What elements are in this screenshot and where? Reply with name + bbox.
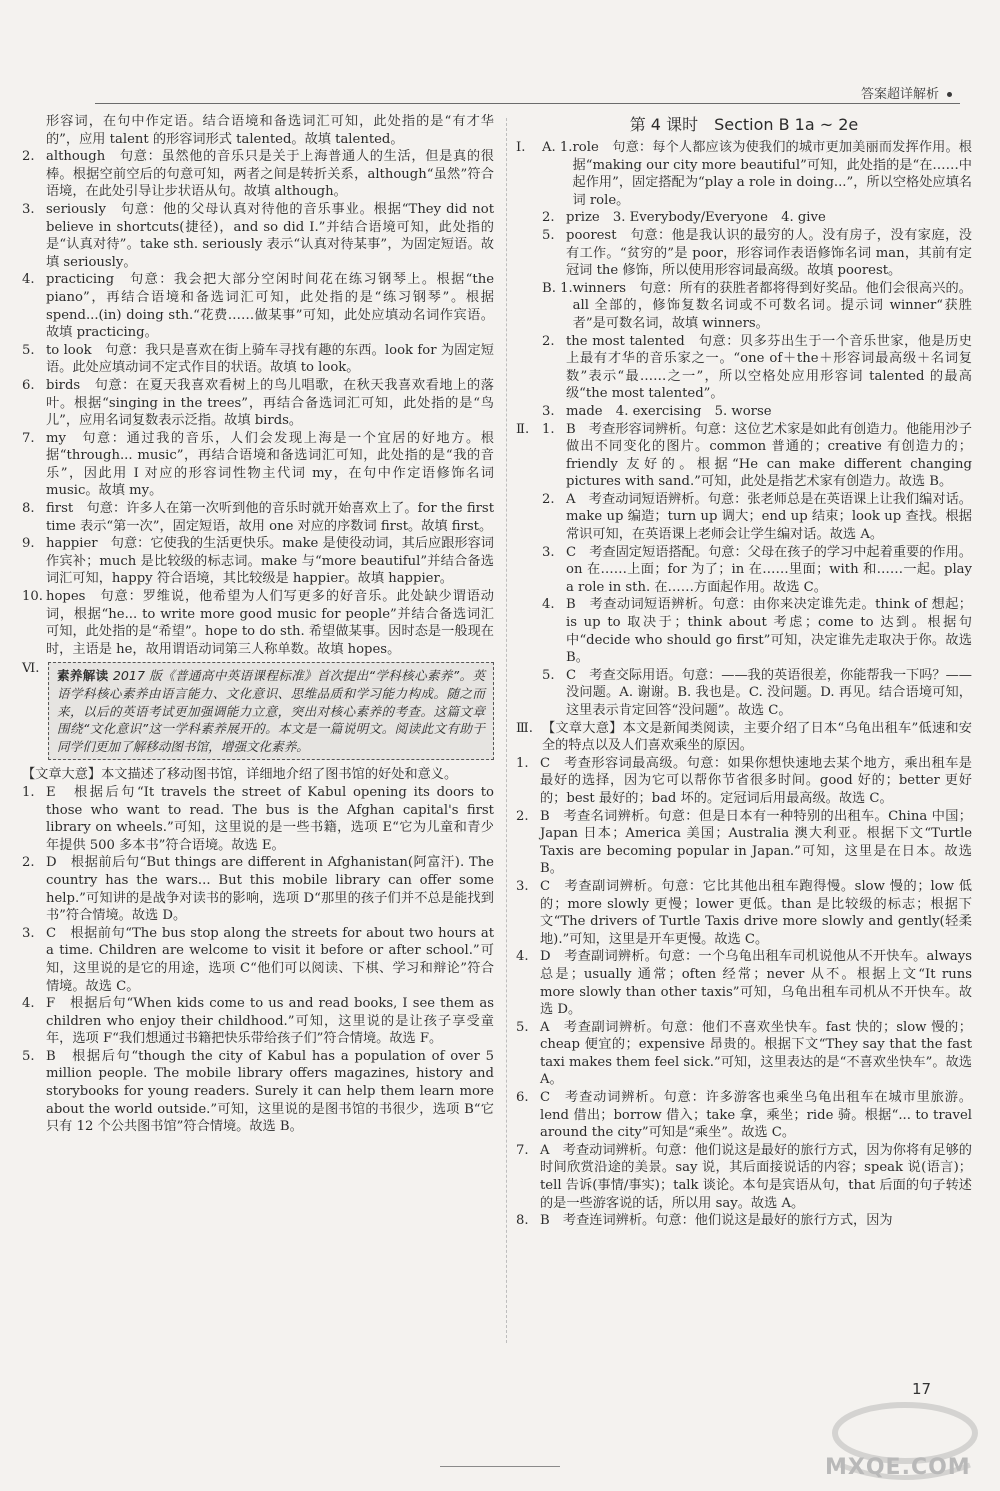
answer-text: A 考查动词短语辨析。句意：张老师总是在英语课上让我们编对话。make up 编造；turn up 调大；end up 结束；look up 查找。根据常识可知，在英语课上老师会让学生编对话。故选 A。 bbox=[566, 491, 972, 543]
header-title: 答案超详解析 bbox=[861, 83, 952, 102]
answer-item bbox=[22, 430, 494, 500]
answer-number: A. 1. bbox=[542, 140, 573, 155]
section-number: Ⅱ. bbox=[516, 421, 530, 437]
answer-text: although 句意：虽然他的音乐只是关于上海普通人的生活，但是真的很棒。根据空前空后的句意可知，两者之间是转折关系，although“虽然”符合语境，在此处引导让步状语从句。故填 although。 bbox=[46, 149, 494, 200]
article-summary-right: 【文章大意】本文是新闻类阅读，主要介绍了日本“乌龟出租车”低速和安全的特点以及人们喜欢乘坐的原因。 bbox=[542, 720, 972, 754]
answer-number: 3. bbox=[542, 544, 555, 560]
answer-text: my 句意：通过我的音乐，人们会发现上海是一个宜居的好地方。根据“through... music”，再结合语境和备选词汇可知，此处指的是“我的音乐”，因此用 I 对应的形容词性物主代词 my，在句中作定语修饰名词 music。故填 my。 bbox=[46, 430, 494, 499]
answer-number: 1. bbox=[22, 784, 35, 800]
answer-number: B. 1. bbox=[542, 280, 573, 296]
answer-list-part-iii bbox=[516, 755, 972, 1230]
answer-number: 3. bbox=[516, 878, 529, 894]
section-number bbox=[516, 209, 542, 227]
answer-text: B 考查连词辨析。句意：他们说这是最好的旅行方式，因为 bbox=[540, 1213, 893, 1229]
answer-number: 5. bbox=[22, 1048, 35, 1064]
answer-text: E 根据后句“It travels the street of Kabul opening its doors to those who want to read. The bus is the Afghan capital's first library on wheels.”可知，这里说的是一些书籍，选项 E“它为儿童和青少年提供 500 多本书”符合语境。故选 E。 bbox=[46, 784, 494, 853]
answer-text: D 考查副词辨析。句意：一个乌龟出租车司机说他从不开快车。always 总是；usually 通常；often 经常；never 从不。根据上文“It runs more slowly than other taxis”可知，乌龟出租车司机从不开快车。故选 D。 bbox=[540, 949, 972, 1018]
answer-item bbox=[516, 209, 972, 227]
lesson-title: 第 4 课时 Section B 1a ~ 2e bbox=[629, 115, 859, 134]
literacy-box bbox=[48, 662, 494, 760]
answer-list-part-vi bbox=[22, 784, 494, 1136]
page-number: 17 bbox=[912, 1380, 932, 1398]
watermark-text: MXQE.COM bbox=[825, 1455, 971, 1480]
answer-item bbox=[516, 403, 972, 421]
answer-item bbox=[516, 544, 972, 597]
answer-item bbox=[516, 596, 972, 666]
answer-text: C 根据前句“The bus stop along the streets for about two hours at a time. Children are welcome to visit it before or after school.”可知，这里说的是它的用途，选项 C“他们可以阅读、下棋、学习和辩论”符合情境。故选 C。 bbox=[46, 925, 494, 994]
answer-text: D 根据前后句“But things are different in Afghanistan(阿富汗). The country has the wars... But this mobile library can offer some help.”可知讲的是战争对读书的影响，选项 D“那里的孩子们并不总是能找到书”符合情境。故选 D。 bbox=[46, 855, 494, 924]
answer-number: 3. bbox=[542, 403, 555, 419]
answer-number: 6. bbox=[516, 1090, 529, 1106]
answer-number: 2. bbox=[22, 149, 35, 165]
answer-item bbox=[22, 995, 494, 1048]
answer-text: first 句意：许多人在第一次听到他的音乐时就开始喜欢上了。for the first time 表示“第一次”，固定短语，故用 one 对应的序数词 first。故填 first。 bbox=[46, 501, 494, 534]
answer-text: B 考查动词短语辨析。句意：由你来决定谁先走。think of 想起；is up to 取决于；think about 考虑；come to 达到。根据句中“decide who should go first”可知，决定谁先走取决于你。故选 B。 bbox=[566, 597, 972, 666]
continued-answer: 形容词，在句中作定语。结合语境和备选词汇可知，此处指的是“有才华的”，应用 talent 的形容词形式 talented。故填 talented。 bbox=[46, 114, 494, 147]
answer-list-part-ii bbox=[516, 421, 972, 720]
answer-number: 2. bbox=[542, 333, 555, 349]
answer-item bbox=[516, 1212, 972, 1230]
answer-item bbox=[22, 342, 494, 377]
answer-text: prize 3. Everybody/Everyone 4. give bbox=[566, 210, 826, 226]
right-column bbox=[516, 113, 972, 1230]
section-number: Ⅰ. bbox=[516, 140, 526, 155]
answer-item bbox=[516, 491, 972, 544]
answer-item bbox=[516, 878, 972, 948]
answer-text: to look 句意：我只是喜欢在街上骑车寻找有趣的东西。look for 为固定短语。此处应填动词不定式作目的状语。故填 to look。 bbox=[46, 342, 494, 376]
answer-number: 2. bbox=[22, 855, 35, 871]
answer-number: 5. bbox=[542, 667, 555, 683]
answer-item bbox=[22, 377, 494, 430]
section-number bbox=[516, 403, 542, 421]
answer-text: B 考查名词辨析。句意：但是日本有一种特别的出租车。China 中国；Japan 日本；America 美国；Australia 澳大利亚。根据下文“Turtle Taxis are becoming popular in Japan.”可知，这里是在日本。故选 B。 bbox=[540, 808, 972, 877]
answer-list-part-v bbox=[22, 148, 494, 658]
section-number bbox=[516, 596, 542, 666]
answer-text: B 根据后句“though the city of Kabul has a population of over 5 million people. The mobile library offers magazines, history and storybooks for young readers. Surely it can help them learn more about the world outside.”可知，这里说的是图书馆的书很少，选项 B“它只有 12 个公共图书馆”符合情境。故选 B。 bbox=[46, 1048, 494, 1135]
header-rule bbox=[95, 103, 960, 104]
answer-number: 5. bbox=[516, 1019, 529, 1035]
answer-text: hopes 句意：罗维说，他希望为人们写更多的好音乐。此处缺少谓语动词，根据“he... to write more good music for people”并结合备选词汇可知，此处指的是“希望”。hope to do sth. 希望做某事。因时态是一般现在时，主语是 he，故用谓语动词第三人称单数。故填 hopes。 bbox=[46, 589, 494, 657]
answer-number: 7. bbox=[22, 430, 35, 446]
answer-item bbox=[22, 535, 494, 588]
answer-number: 2. bbox=[542, 210, 555, 226]
bottom-rule bbox=[440, 1466, 560, 1467]
answer-number: 3. bbox=[22, 201, 35, 217]
answer-item bbox=[516, 1142, 972, 1212]
answer-item bbox=[516, 333, 972, 403]
answer-number: 10. bbox=[22, 589, 43, 605]
answer-text: F 根据后句“When kids come to us and read books, I see them as children who enjoy their childhood.”可知，这里说的是让孩子享受童年，选项 F“我们想通过书籍把快乐带给孩子们”符合情境。故选 F。 bbox=[46, 996, 494, 1047]
answer-item bbox=[22, 925, 494, 995]
answer-text: made 4. exercising 5. worse bbox=[566, 403, 772, 419]
section-number bbox=[516, 333, 542, 403]
answer-item bbox=[516, 1019, 972, 1089]
answer-number: 6. bbox=[22, 377, 35, 393]
answer-text: C 考查固定短语搭配。句意：父母在孩子的学习中起着重要的作用。on 在……上面；for 为了；in 在……里面；with 和……一起。play a role in sth. 在……方面起作用。故选 C。 bbox=[566, 544, 972, 595]
answer-item bbox=[516, 1089, 972, 1142]
answer-item bbox=[516, 755, 972, 808]
answer-text: winners 句意：所有的获胜者都将得到好奖品。他们会很高兴的。all 全部的，修饰复数名词或不可数名词。提示词 winner“获胜者”是可数名词，故填 winners。 bbox=[572, 280, 972, 331]
answer-item bbox=[516, 421, 972, 491]
answer-text: birds 句意：在夏天我喜欢看树上的鸟儿唱歌，在秋天我喜欢看地上的落叶。根据“singing in the trees”，再结合备选词汇可知，此处指的是“鸟儿”，应用名词复数表示泛指。故填 birds。 bbox=[46, 377, 494, 429]
header-bullet-icon bbox=[947, 92, 952, 97]
answer-item bbox=[516, 227, 972, 280]
left-column bbox=[22, 113, 494, 1136]
answer-number: 1. bbox=[516, 755, 529, 771]
section-vi-number: Ⅵ. bbox=[22, 661, 40, 677]
section-number bbox=[516, 491, 542, 544]
answer-number: 4. bbox=[542, 597, 555, 613]
answer-text: B 考查形容词辨析。句意：这位艺术家是如此有创造力。他能用沙子做出不同变化的图片。common 普通的；creative 有创造力的；friendly 友好的。根据“He can make different changing pictures with sand.”可知，此处是指艺术家有创造力。故选 B。 bbox=[566, 421, 972, 490]
section-number bbox=[516, 280, 542, 333]
column-divider bbox=[506, 118, 507, 1343]
answer-number: 5. bbox=[22, 342, 35, 358]
answer-number: 2. bbox=[516, 808, 529, 824]
answer-number: 5. bbox=[542, 227, 555, 243]
answer-number: 8. bbox=[516, 1213, 529, 1229]
answer-list-part-i bbox=[516, 139, 972, 421]
answer-item bbox=[516, 280, 972, 333]
answer-text: poorest 句意：他是我认识的最穷的人。没有房子，没有家庭，没有工作。“贫穷的”是 poor，形容词作表语修饰名词 man，其前有定冠词 the 修饰，所以使用形容词最高级。故填 poorest。 bbox=[566, 227, 972, 279]
answer-text: the most talented 句意：贝多芬出生于一个音乐世家，他是历史上最有才华的音乐家之一。“one of＋the＋形容词最高级＋名词复数”表示“最……之一”，所以空格处应用形容词 talented 的最高级“the most talented”。 bbox=[566, 333, 972, 402]
answer-number: 1. bbox=[542, 421, 555, 437]
section-number bbox=[516, 667, 542, 720]
section-iii-number: Ⅲ. bbox=[516, 720, 533, 736]
answer-item bbox=[22, 148, 494, 201]
answer-text: A 考查副词辨析。句意：他们不喜欢坐快车。fast 快的；slow 慢的；cheap 便宜的；expensive 昂贵的。根据下文“They say that the fast taxi makes them feel sick.”可知，这里表达的是“不喜欢坐快车”。故选 A。 bbox=[540, 1019, 972, 1088]
answer-number: 4. bbox=[516, 949, 529, 965]
answer-text: C 考查动词辨析。句意：许多游客也乘坐乌龟出租车在城市里旅游。lend 借出；borrow 借入；take 拿，乘坐；ride 骑。根据“... to travel around the city”可知是“乘坐”。故选 C。 bbox=[540, 1090, 972, 1141]
answer-text: C 考查交际用语。句意：——我的英语很差，你能帮我一下吗？——没问题。A. 谢谢。B. 我也是。C. 没问题。D. 再见。结合语境可知，这里表示肯定回答“没问题”。故选 C。 bbox=[566, 667, 972, 718]
answer-item bbox=[516, 139, 972, 209]
section-vi bbox=[22, 660, 494, 766]
literacy-box-title: 素养解读 bbox=[57, 668, 109, 684]
answer-item bbox=[516, 667, 972, 720]
answer-number: 8. bbox=[22, 501, 35, 517]
article-summary-left: 【文章大意】本文描述了移动图书馆，详细地介绍了图书馆的好处和意义。 bbox=[22, 767, 458, 783]
answer-number: 2. bbox=[542, 491, 555, 507]
answer-text: happier 句意：它使我的生活更快乐。make 是使役动词，其后应跟形容词作宾补；much 是比较级的标志词。make 与“more beautiful”并结合备选词汇可知，happy 符合语境，其比较级是 happier。故填 happier。 bbox=[46, 536, 494, 587]
answer-item bbox=[22, 271, 494, 341]
section-iii-summary bbox=[516, 720, 972, 755]
answer-number: 9. bbox=[22, 536, 35, 552]
section-number bbox=[516, 544, 542, 597]
answer-item bbox=[22, 588, 494, 658]
answer-text: C 考查形容词最高级。句意：如果你想快速地去某个地方，乘出租车是最好的选择，因为它可以帮你节省很多时间。good 好的；better 更好的；best 最好的；bad 坏的。定冠词后用最高级。故选 C。 bbox=[540, 755, 972, 806]
answer-number: 3. bbox=[22, 925, 35, 941]
answer-number: 7. bbox=[516, 1142, 529, 1158]
answer-item bbox=[516, 948, 972, 1018]
answer-item bbox=[22, 500, 494, 535]
answer-text: C 考查副词辨析。句意：它比其他出租车跑得慢。slow 慢的；low 低的；more slowly 更慢；lower 更低。than 是比较级的标志；根据下文“The drivers of Turtle Taxis drive more slowly and gently(轻柔地).”可知，这里是开车更慢。故选 C。 bbox=[540, 878, 972, 947]
answer-item bbox=[22, 784, 494, 854]
answer-text: role 句意：每个人都应该为使我们的城市更加美丽而发挥作用。根据“making our city more beautiful”可知，此处指的是“在……中起作用”，固定搭配为“play a role in doing...”，所以空格处应填名词 role。 bbox=[572, 140, 972, 208]
literacy-box-text: 2017 版《普通高中英语课程标准》首次提出“学科核心素养”。英语学科核心素养由语言能力、文化意识、思维品质和学习能力构成。随之而来，以后的英语考试更加强调能力立意，突出对核心素养的考查。这篇文章围绕“文化意识”这一学科素养展开的。本文是一篇说明文。阅读此文有助于同学们更加了解移动图书馆，增强文化素养。 bbox=[57, 668, 485, 754]
answer-text: practicing 句意：我会把大部分空闲时间花在练习钢琴上。根据“the piano”，再结合语境和备选词汇可知，此处指的是“练习钢琴”。根据 spend...(in) doing sth.“花费……做某事”可知，此处应填动名词作宾语。故填 practicing。 bbox=[46, 272, 494, 341]
answer-text: seriously 句意：他的父母认真对待他的音乐事业。根据“They did not believe in shortcuts(捷径)，and so did I.”并结合语境可知，此处指的是“认真对待”。take sth. seriously 表示“认真对待某事”，为固定短语。故填 seriously。 bbox=[46, 201, 494, 270]
answer-number: 4. bbox=[22, 272, 35, 288]
answer-item bbox=[22, 854, 494, 924]
answer-item bbox=[22, 1048, 494, 1136]
answer-number: 4. bbox=[22, 996, 35, 1012]
answer-item bbox=[22, 201, 494, 271]
section-number bbox=[516, 227, 542, 280]
answer-text: A 考查动词辨析。句意：他们说这是最好的旅行方式，因为你将有足够的时间欣赏沿途的美景。say 说，其后面接说话的内容；speak 说(语言)；tell 告诉(事情/事实)；talk 谈论。本句是宾语从句，that 后面的句子转述的是一些游客说的话，所以用 say。故选 A。 bbox=[540, 1142, 972, 1211]
answer-item bbox=[516, 808, 972, 878]
